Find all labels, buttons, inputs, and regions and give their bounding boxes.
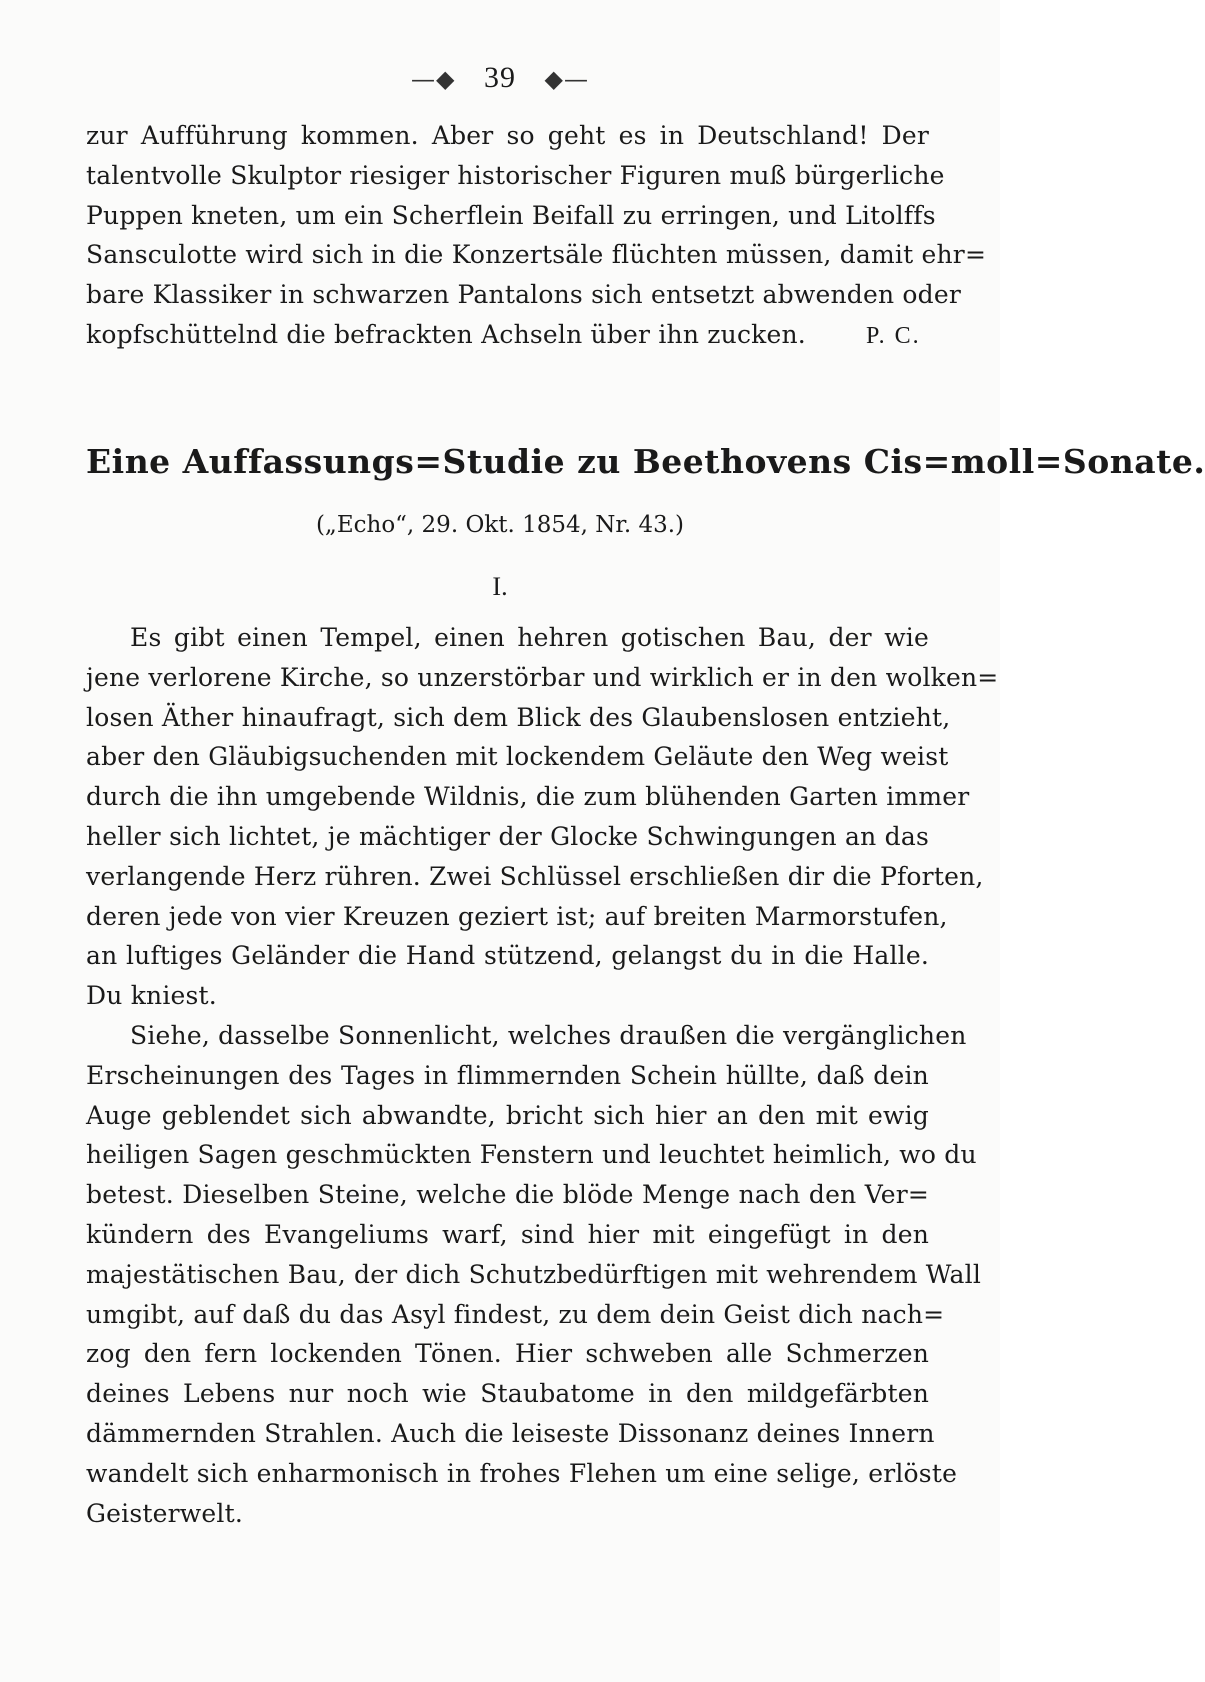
text-line-content: kopfschüttelnd die befrackten Achseln über ihn zucken. bbox=[86, 319, 806, 349]
page-number: 39 bbox=[484, 61, 516, 94]
text-line: losen Äther hinaufragt, sich dem Blick des Glaubenslosen entzieht, bbox=[86, 702, 951, 732]
text-line: dämmernden Strahlen. Auch die leiseste Dissonanz deines Innern bbox=[86, 1418, 935, 1448]
text-line: Geisterwelt. bbox=[86, 1498, 243, 1528]
text-line: umgibt, auf daß du das Asyl findest, zu dem dein Geist dich nach= bbox=[86, 1299, 945, 1329]
text-line: an luftiges Geländer die Hand stützend, gelangst du in die Halle. bbox=[86, 941, 929, 971]
text-line: Siehe, dasselbe Sonnenlicht, welches draußen die vergänglichen bbox=[130, 1021, 967, 1050]
text-line: Es gibt einen Tempel, einen hehren gotischen Bau, der wie bbox=[130, 623, 929, 652]
paragraph-1 bbox=[86, 618, 999, 1016]
text-line: heller sich lichtet, je mächtiger der Glocke Schwingungen an das bbox=[86, 821, 929, 851]
text-line: betest. Dieselben Steine, welche die blöde Menge nach den Ver= bbox=[86, 1180, 929, 1210]
text-line: deren jede von vier Kreuzen geziert ist; auf breiten Marmorstufen, bbox=[86, 901, 948, 931]
section-number: I. bbox=[492, 572, 508, 601]
text-line: Du kniest. bbox=[86, 981, 217, 1011]
text-line: Erscheinungen des Tages in flimmernden Schein hüllte, daß dein bbox=[86, 1060, 929, 1090]
text-line: zog den fern lockenden Tönen. Hier schweben alle Schmerzen bbox=[86, 1339, 929, 1369]
text-line: kündern des Evangeliums warf, sind hier mit eingefügt in den bbox=[86, 1219, 929, 1249]
text-line: deines Lebens nur noch wie Staubatome in den mildgefärbten bbox=[86, 1379, 929, 1409]
text-line: wandelt sich enharmonisch in frohes Flehen um eine selige, erlöste bbox=[86, 1458, 958, 1488]
text-line: verlangende Herz rühren. Zwei Schlüssel erschließen dir die Pforten, bbox=[86, 861, 984, 891]
text-line-last bbox=[86, 315, 929, 355]
text-line: Auge geblendet sich abwandte, bricht sich hier an den mit ewig bbox=[86, 1100, 929, 1130]
article-title: Eine Auffassungs=Studie zu Beethovens Cis=moll=Sonate. bbox=[86, 442, 1205, 481]
text-line: Sansculotte wird sich in die Konzertsäle flüchten müssen, damit ehr= bbox=[86, 240, 987, 270]
ornament-left-icon: —◆ bbox=[410, 65, 456, 93]
text-line: bare Klassiker in schwarzen Pantalons sich entsetzt abwenden oder bbox=[86, 280, 961, 310]
text-line: majestätischen Bau, der dich Schutzbedürftigen mit wehrendem Wall bbox=[86, 1259, 982, 1289]
text-line: heiligen Sagen geschmückten Fenstern und leuchtet heimlich, wo du bbox=[86, 1140, 977, 1170]
paragraph-2 bbox=[86, 1016, 982, 1533]
text-line: talentvolle Skulptor riesiger historischer Figuren muß bürgerliche bbox=[86, 160, 945, 190]
article-subtitle: („Echo“, 29. Okt. 1854, Nr. 43.) bbox=[315, 512, 685, 538]
page-header bbox=[0, 60, 1000, 95]
text-line: Puppen kneten, um ein Scherflein Beifall zu erringen, und Litolffs bbox=[86, 200, 936, 230]
text-line: aber den Gläubigsuchenden mit lockendem Geläute den Weg weist bbox=[86, 742, 949, 772]
signature: P. C. bbox=[865, 322, 921, 349]
top-paragraph bbox=[86, 116, 987, 355]
ornament-right-icon: ◆— bbox=[544, 65, 590, 93]
text-line: durch die ihn umgebende Wildnis, die zum blühenden Garten immer bbox=[86, 782, 970, 812]
text-line: jene verlorene Kirche, so unzerstörbar und wirklich er in den wolken= bbox=[86, 662, 999, 692]
text-line: zur Aufführung kommen. Aber so geht es in Deutschland! Der bbox=[86, 121, 929, 150]
